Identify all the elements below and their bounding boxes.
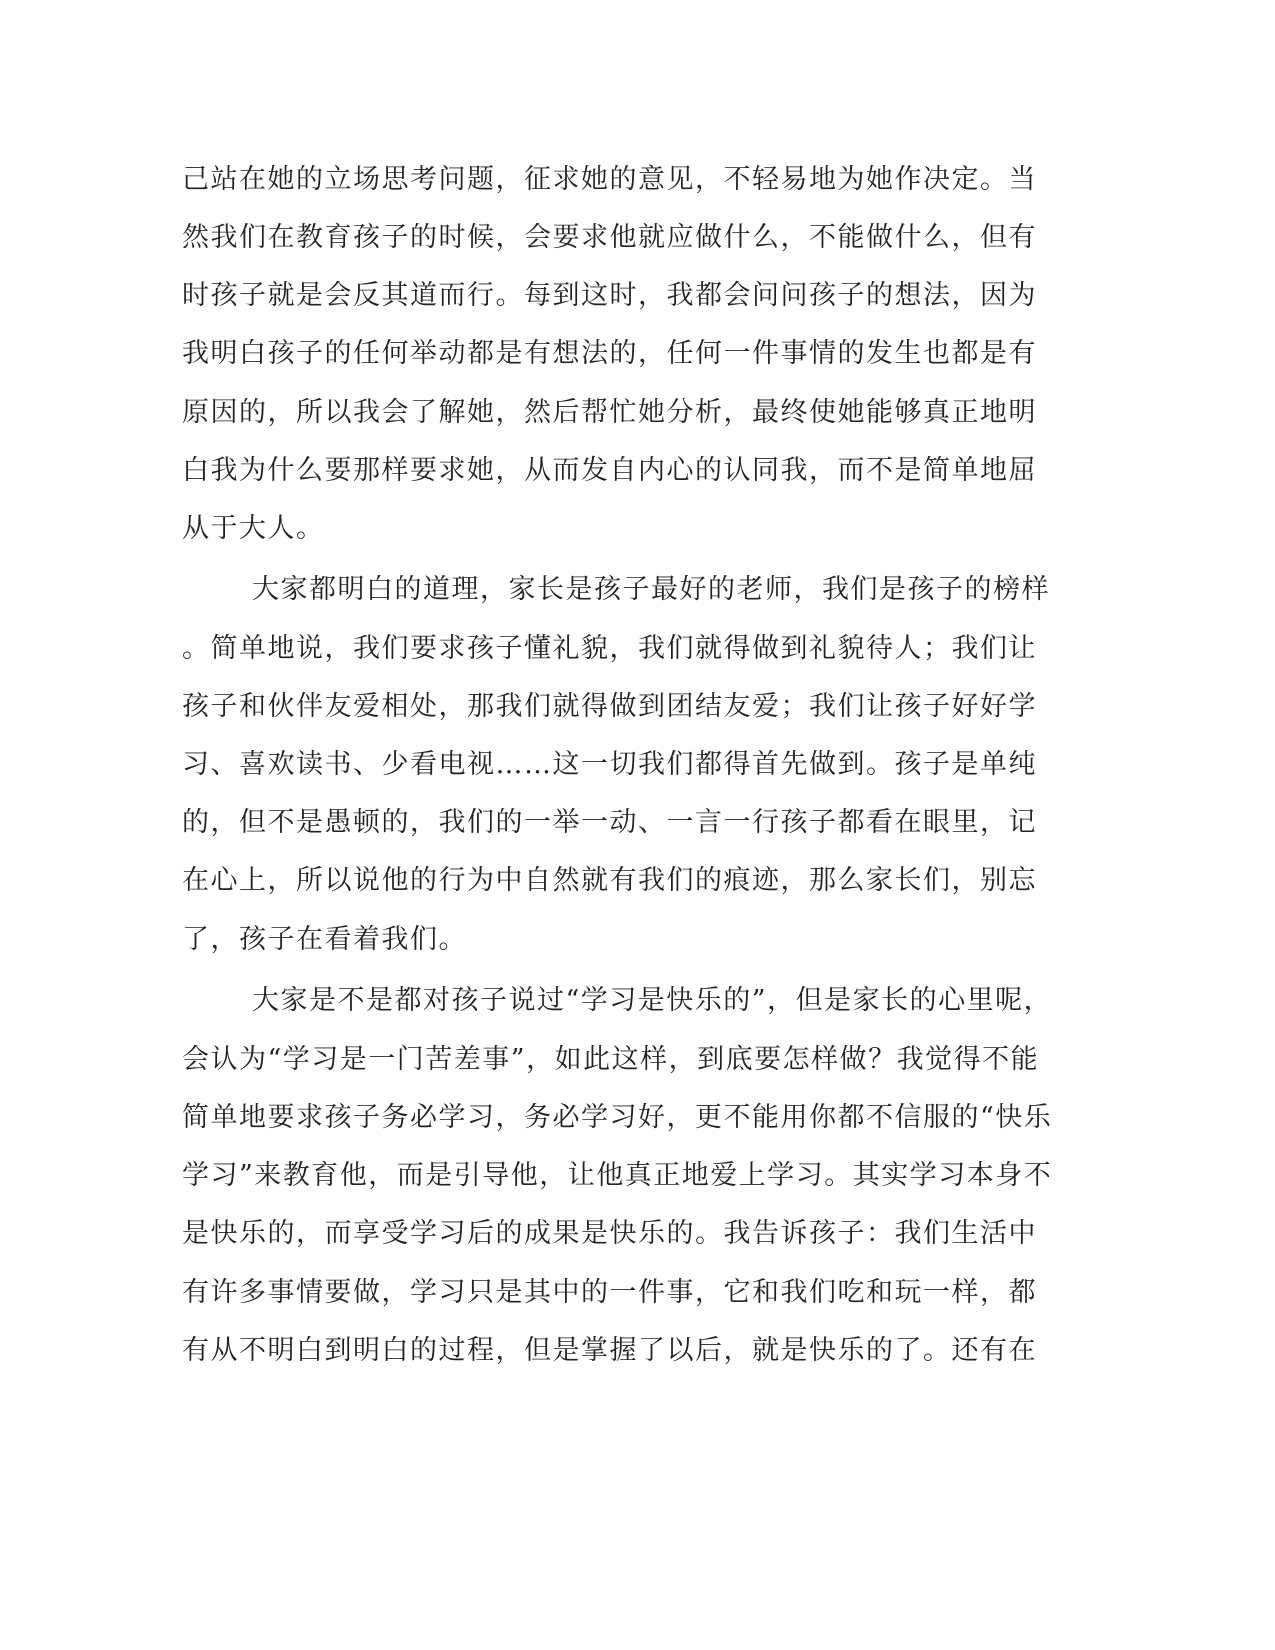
paragraph-1-line-5: 原因的，所以我会了解她，然后帮忙她分析，最终使她能够真正地明: [182, 397, 1037, 428]
paragraph-3-line-2: 会认为“学习是一门苦差事”，如此这样，到底要怎样做？我觉得不能: [182, 1044, 1040, 1075]
paragraph-3-line-1: 大家是不是都对孩子说过“学习是快乐的”，但是家长的心里呢，: [252, 985, 1053, 1016]
paragraph-2-line-7: 了，孩子在看着我们。: [182, 924, 467, 955]
paragraph-1-line-7: 从于大人。: [182, 513, 325, 544]
paragraph-3-line-4: 学习”来教育他，而是引导他，让他真正地爱上学习。其实学习本身不: [182, 1160, 1053, 1191]
paragraph-2-line-5: 的，但不是愚顿的，我们的一举一动、一言一行孩子都看在眼里，记: [182, 807, 1037, 838]
paragraph-3-line-6: 有许多事情要做，学习只是其中的一件事，它和我们吃和玩一样，都: [182, 1277, 1037, 1308]
paragraph-3-line-5: 是快乐的，而享受学习后的成果是快乐的。我告诉孩子：我们生活中: [182, 1218, 1037, 1249]
paragraph-1-line-6: 白我为什么要那样要求她，从而发自内心的认同我，而不是简单地屈: [182, 455, 1037, 486]
paragraph-1-line-2: 然我们在教育孩子的时候，会要求他就应做什么，不能做什么，但有: [182, 222, 1037, 253]
paragraph-1-line-1: 己站在她的立场思考问题，征求她的意见，不轻易地为她作决定。当: [182, 164, 1037, 195]
paragraph-2-line-1: 大家都明白的道理，家长是孩子最好的老师，我们是孩子的榜样: [252, 574, 1050, 605]
paragraph-1-line-3: 时孩子就是会反其道而行。每到这时，我都会问问孩子的想法，因为: [182, 280, 1037, 311]
paragraph-2-line-6: 在心上，所以说他的行为中自然就有我们的痕迹，那么家长们，别忘: [182, 865, 1037, 896]
paragraph-2-line-4: 习、喜欢读书、少看电视……这一切我们都得首先做到。孩子是单纯: [182, 749, 1037, 780]
paragraph-1-line-4: 我明白孩子的任何举动都是有想法的，任何一件事情的发生也都是有: [182, 338, 1037, 369]
paragraph-3-line-7: 有从不明白到明白的过程，但是掌握了以后，就是快乐的了。还有在: [182, 1335, 1037, 1366]
paragraph-2-line-3: 孩子和伙伴友爱相处，那我们就得做到团结友爱；我们让孩子好好学: [182, 691, 1037, 722]
paragraph-2-line-2: 。简单地说，我们要求孩子懂礼貌，我们就得做到礼貌待人；我们让: [182, 633, 1037, 664]
paragraph-3-line-3: 简单地要求孩子务必学习，务必学习好，更不能用你都不信服的“快乐: [182, 1102, 1053, 1133]
